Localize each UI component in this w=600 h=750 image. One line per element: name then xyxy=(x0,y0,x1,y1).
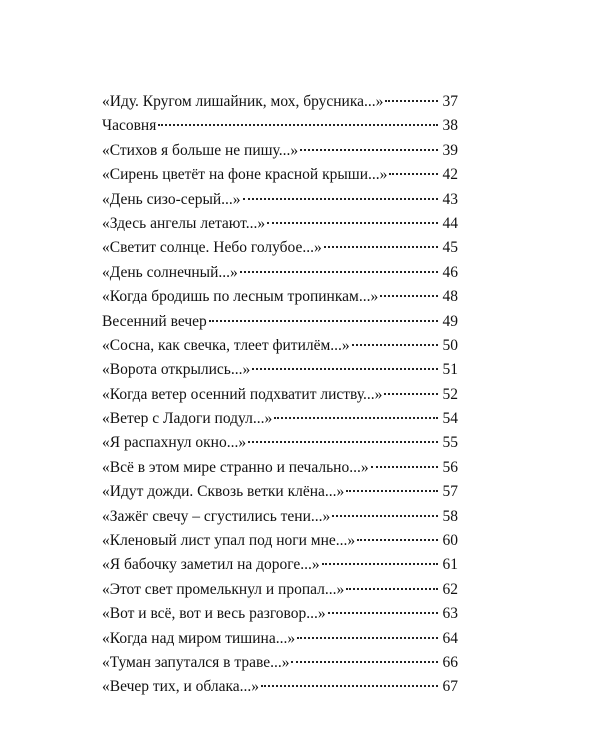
toc-entry-page-number: 46 xyxy=(442,263,458,281)
toc-entry-title: «Ворота открылись...» xyxy=(102,361,251,379)
toc-entry[interactable] xyxy=(102,358,458,382)
toc-entry[interactable] xyxy=(102,188,458,212)
toc-entry-title: Часовня xyxy=(102,117,157,135)
toc-entry[interactable] xyxy=(102,505,458,529)
dot-leader xyxy=(371,466,438,468)
dot-leader xyxy=(352,344,438,346)
toc-entry-page-number: 54 xyxy=(442,410,458,428)
toc-entry[interactable] xyxy=(102,407,458,431)
toc-entry-title: «Здесь ангелы летают...» xyxy=(102,214,266,232)
toc-entry-page-number: 61 xyxy=(442,556,458,574)
toc-entry-title: «День солнечный...» xyxy=(102,263,238,281)
toc-entry-title: «Стихов я больше не пишу...» xyxy=(102,141,299,159)
toc-entry-page-number: 62 xyxy=(442,580,458,598)
toc-entry-page-number: 51 xyxy=(442,361,458,379)
toc-entry-title: «День сизо-серый...» xyxy=(102,190,241,208)
toc-entry-title: «Я бабочку заметил на дороге...» xyxy=(102,556,320,574)
toc-entry-title: «Кленовый лист упал под ноги мне...» xyxy=(102,532,356,550)
toc-entry[interactable] xyxy=(102,383,458,407)
toc-entry[interactable] xyxy=(102,529,458,553)
toc-entry[interactable] xyxy=(102,553,458,577)
toc-entry-title: «Туман запутался в траве...» xyxy=(102,653,290,671)
toc-entry[interactable] xyxy=(102,651,458,675)
toc-entry-page-number: 49 xyxy=(442,312,458,330)
dot-leader xyxy=(324,246,438,248)
toc-entry-page-number: 39 xyxy=(442,141,458,159)
toc-entry-title: Весенний вечер xyxy=(102,312,207,330)
dot-leader xyxy=(357,539,438,541)
dot-leader xyxy=(322,563,438,565)
toc-entry-page-number: 38 xyxy=(442,117,458,135)
toc-entry-page-number: 48 xyxy=(442,288,458,306)
dot-leader xyxy=(346,490,438,492)
toc-entry-title: «Вот и всё, вот и весь разговор...» xyxy=(102,605,326,623)
toc-entry-page-number: 44 xyxy=(442,214,458,232)
dot-leader xyxy=(385,100,438,102)
toc-entry[interactable] xyxy=(102,285,458,309)
toc-entry-page-number: 43 xyxy=(442,190,458,208)
toc-entry[interactable] xyxy=(102,90,458,114)
toc-entry-page-number: 56 xyxy=(442,458,458,476)
toc-entry-title: «Ветер с Ладоги подул...» xyxy=(102,410,273,428)
dot-leader xyxy=(297,637,438,639)
toc-entry-page-number: 42 xyxy=(442,166,458,184)
toc-entry-page-number: 64 xyxy=(442,629,458,647)
toc-entry[interactable] xyxy=(102,602,458,626)
toc-entry-title: «Всё в этом мире странно и печально...» xyxy=(102,458,369,476)
toc-entry-page-number: 37 xyxy=(442,93,458,110)
toc-entry-page-number: 45 xyxy=(442,239,458,257)
toc-entry-page-number: 66 xyxy=(442,653,458,671)
toc-entry[interactable] xyxy=(102,675,458,699)
toc-entry-title: «Вечер тих, и облака...» xyxy=(102,678,260,696)
dot-leader xyxy=(328,612,438,614)
toc-entry[interactable] xyxy=(102,480,458,504)
dot-leader xyxy=(252,368,438,370)
dot-leader xyxy=(243,198,438,200)
toc-entry[interactable] xyxy=(102,310,458,334)
dot-leader xyxy=(261,685,438,687)
toc-entry-page-number: 60 xyxy=(442,532,458,550)
dot-leader xyxy=(384,393,438,395)
toc-entry-page-number: 67 xyxy=(442,678,458,696)
toc-entry-title: «Этот свет промелькнул и пропал...» xyxy=(102,580,345,598)
toc-entry[interactable] xyxy=(102,456,458,480)
dot-leader xyxy=(389,173,438,175)
toc-entry[interactable] xyxy=(102,212,458,236)
toc-entry-title: «Когда бродишь по лесным тропинкам...» xyxy=(102,288,379,306)
toc-entry-title: «Когда ветер осенний подхватит листву...» xyxy=(102,385,383,403)
dot-leader xyxy=(274,417,438,419)
toc-entry[interactable] xyxy=(102,627,458,651)
dot-leader xyxy=(209,320,438,322)
toc-entry-title: «Я распахнул окно...» xyxy=(102,434,247,452)
toc-entry-page-number: 55 xyxy=(442,434,458,452)
toc-entry-page-number: 52 xyxy=(442,385,458,403)
toc-entry-title: «Светит солнце. Небо голубое...» xyxy=(102,239,322,257)
toc-entry-page-number: 57 xyxy=(442,483,458,501)
dot-leader xyxy=(291,661,438,663)
toc-entry[interactable] xyxy=(102,578,458,602)
dot-leader xyxy=(248,441,438,443)
toc-entry-title: «Идут дожди. Сквозь ветки клёна...» xyxy=(102,483,345,501)
toc-entry-page-number: 58 xyxy=(442,507,458,525)
toc-entry-title: «Сосна, как свечка, тлеет фитилём...» xyxy=(102,336,350,354)
dot-leader xyxy=(346,588,438,590)
toc-entry[interactable] xyxy=(102,114,458,138)
toc-entry[interactable] xyxy=(102,236,458,260)
toc-entry[interactable] xyxy=(102,163,458,187)
toc-entry-page-number: 50 xyxy=(442,336,458,354)
dot-leader xyxy=(267,222,438,224)
toc-entry[interactable] xyxy=(102,334,458,358)
toc-entry-title: «Иду. Кругом лишайник, мох, брусника...» xyxy=(102,93,384,110)
dot-leader xyxy=(332,515,438,517)
toc-entry[interactable] xyxy=(102,261,458,285)
toc-entry-title: «Когда над миром тишина...» xyxy=(102,629,296,647)
toc-entry-title: «Зажёг свечу – сгустились тени...» xyxy=(102,507,331,525)
toc-entry[interactable] xyxy=(102,139,458,163)
toc-entry-title: «Сирень цветёт на фоне красной крыши...» xyxy=(102,166,388,184)
dot-leader xyxy=(240,271,438,273)
dot-leader xyxy=(300,149,438,151)
dot-leader xyxy=(158,124,438,126)
dot-leader xyxy=(380,295,438,297)
toc-entry-page-number: 63 xyxy=(442,605,458,623)
toc-entry[interactable] xyxy=(102,431,458,455)
table-of-contents xyxy=(102,90,458,700)
